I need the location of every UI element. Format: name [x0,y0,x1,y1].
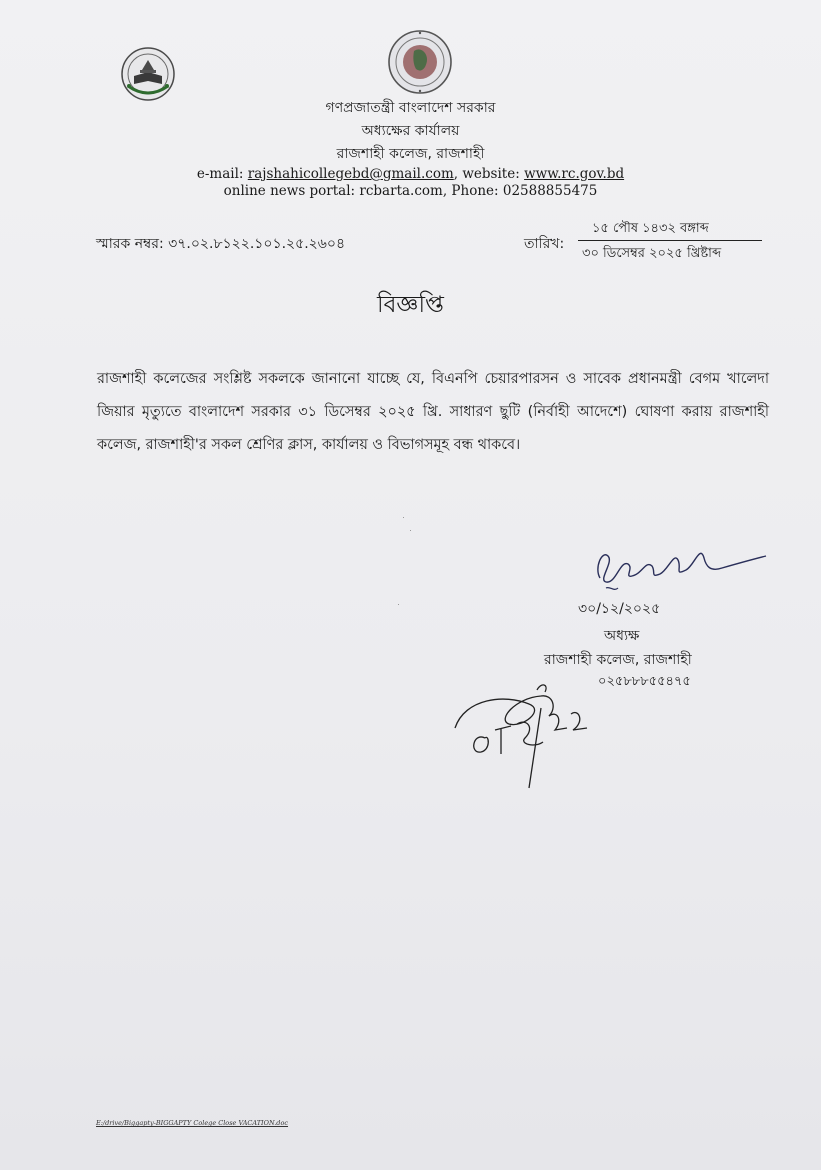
portal-label: online news portal: [223,183,356,199]
phone-value: 02588855475 [502,183,598,199]
memo-number: স্মারক নম্বর: ৩৭.০২.৮১২২.১০১.২৫.২৬০৪ [96,236,346,252]
date-bangla: ১৫ পৌষ ১৪৩২ বঙ্গাব্দ [578,218,762,241]
header-contact-line: e-mail: rajshahicollegebd@gmail.com, website: www.rc.gov.bd [196,166,625,182]
website-link[interactable]: www.rc.gov.bd [524,166,625,182]
date-box [578,218,762,265]
header-portal-line [0,181,821,201]
scan-speck [403,517,404,518]
signature-date: ৩০/১২/২০২৫ [578,601,661,617]
website-label: website: [462,166,520,182]
scan-speck [398,604,399,605]
scan-speck [410,530,411,531]
college-logo-icon [120,46,176,102]
header-government: গণপ্রজাতন্ত্রী বাংলাদেশ সরকার [325,100,496,116]
government-seal-icon [387,29,453,95]
notice-body: রাজশাহী কলেজের সংশ্লিষ্ট সকলকে জানানো যাচ্ছে যে, বিএনপি চেয়ারপারসন ও সাবেক প্রধানমন্ত্রী বেগম খালেদা জিয়ার মৃত্যুতে বাংলাদেশ সরকার ৩১ ডিসেম্বর ২০২৫ খ্রি. সাধারণ ছুটি (নির্বাহী আদেশে) ঘোষণা করায় রাজশাহী কলেজ, রাজশাহী'র সকল শ্রেণির ক্লাস, কার্যালয় ও বিভাগসমূহ বন্ধ থাকবে। [97,371,769,453]
email-label: e-mail: [196,166,244,182]
portal-value: rcbarta.com, [359,183,448,199]
notice-title: বিজ্ঞপ্তি [377,292,444,318]
principal-signature-icon [590,530,770,600]
phone-label: Phone: [451,183,499,199]
signature-phone: ০২৫৮৮৮৫৫৪৭৫ [598,674,691,689]
email-link[interactable]: rajshahicollegebd@gmail.com [247,166,454,182]
header-office: অধ্যক্ষের কার্যালয় [361,123,460,139]
header-college: রাজশাহী কলেজ, রাজশাহী [336,146,485,162]
initial-signature-icon [445,668,615,798]
date-label: তারিখ: [524,236,565,252]
footer-file-path: E:/drive/Biggapty-BIGGAPTY Colege Close VACATION.doc [96,1119,289,1127]
signature-role: অধ্যক্ষ [604,628,640,644]
date-english: ৩০ ডিসেম্বর ২০২৫ খ্রিষ্টাব্দ [582,246,722,261]
signature-org: রাজশাহী কলেজ, রাজশাহী [544,652,692,668]
